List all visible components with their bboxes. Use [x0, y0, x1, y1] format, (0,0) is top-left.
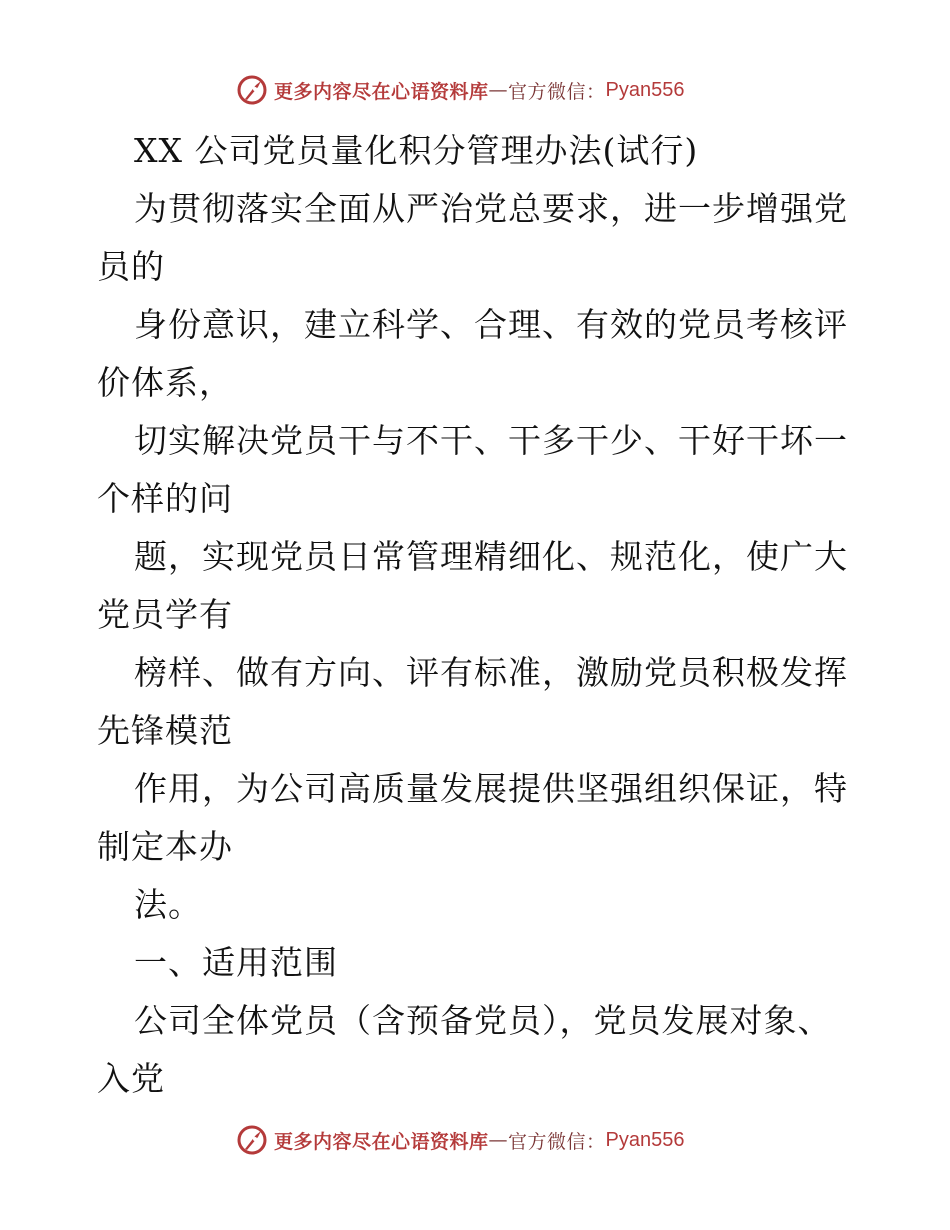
- paragraph-line: 价体系，: [97, 363, 233, 402]
- pen-nib-logo-icon: [236, 74, 268, 106]
- paragraph-line: 入党: [97, 1059, 165, 1098]
- footer-watermark: [236, 1124, 685, 1156]
- paragraph-line: 个样的问: [97, 479, 233, 518]
- section-heading: 一、适用范围: [134, 943, 338, 982]
- paragraph-line: 制定本办: [97, 827, 233, 866]
- paragraph-line: 为贯彻落实全面从严治党总要求，进一步增强党: [134, 189, 848, 228]
- watermark-wechat-label: 官方微信：: [508, 80, 606, 103]
- watermark-wechat-label: 官方微信：: [508, 1130, 606, 1153]
- document-body: [97, 122, 857, 1108]
- pen-nib-logo-icon: [236, 1124, 268, 1156]
- watermark-brand: 更多内容尽在心语资料库: [274, 80, 489, 103]
- paragraph-line: 公司全体党员（含预备党员），党员发展对象、: [134, 1001, 832, 1040]
- watermark-brand: 更多内容尽在心语资料库: [274, 1130, 489, 1153]
- watermark-wechat-id: Pyan556: [605, 78, 685, 101]
- watermark-wechat-id: Pyan556: [605, 1128, 685, 1151]
- paragraph-line: 员的: [97, 247, 165, 286]
- paragraph-line: 身份意识，建立科学、合理、有效的党员考核评: [134, 305, 848, 344]
- paragraph-line: 作用，为公司高质量发展提供坚强组织保证，特: [134, 769, 848, 808]
- watermark-separator: —: [488, 79, 509, 101]
- paragraph-line: 党员学有: [97, 595, 233, 634]
- paragraph-line: 先锋模范: [97, 711, 233, 750]
- paragraph-line: 榜样、做有方向、评有标准，激励党员积极发挥: [134, 653, 848, 692]
- header-watermark: [236, 74, 685, 106]
- paragraph-line: 法。: [134, 885, 202, 924]
- paragraph-line: 切实解决党员干与不干、干多干少、干好干坏一: [134, 421, 848, 460]
- document-title: XX 公司党员量化积分管理办法(试行): [134, 131, 699, 170]
- watermark-separator: —: [488, 1129, 509, 1151]
- paragraph-line: 题，实现党员日常管理精细化、规范化，使广大: [134, 537, 848, 576]
